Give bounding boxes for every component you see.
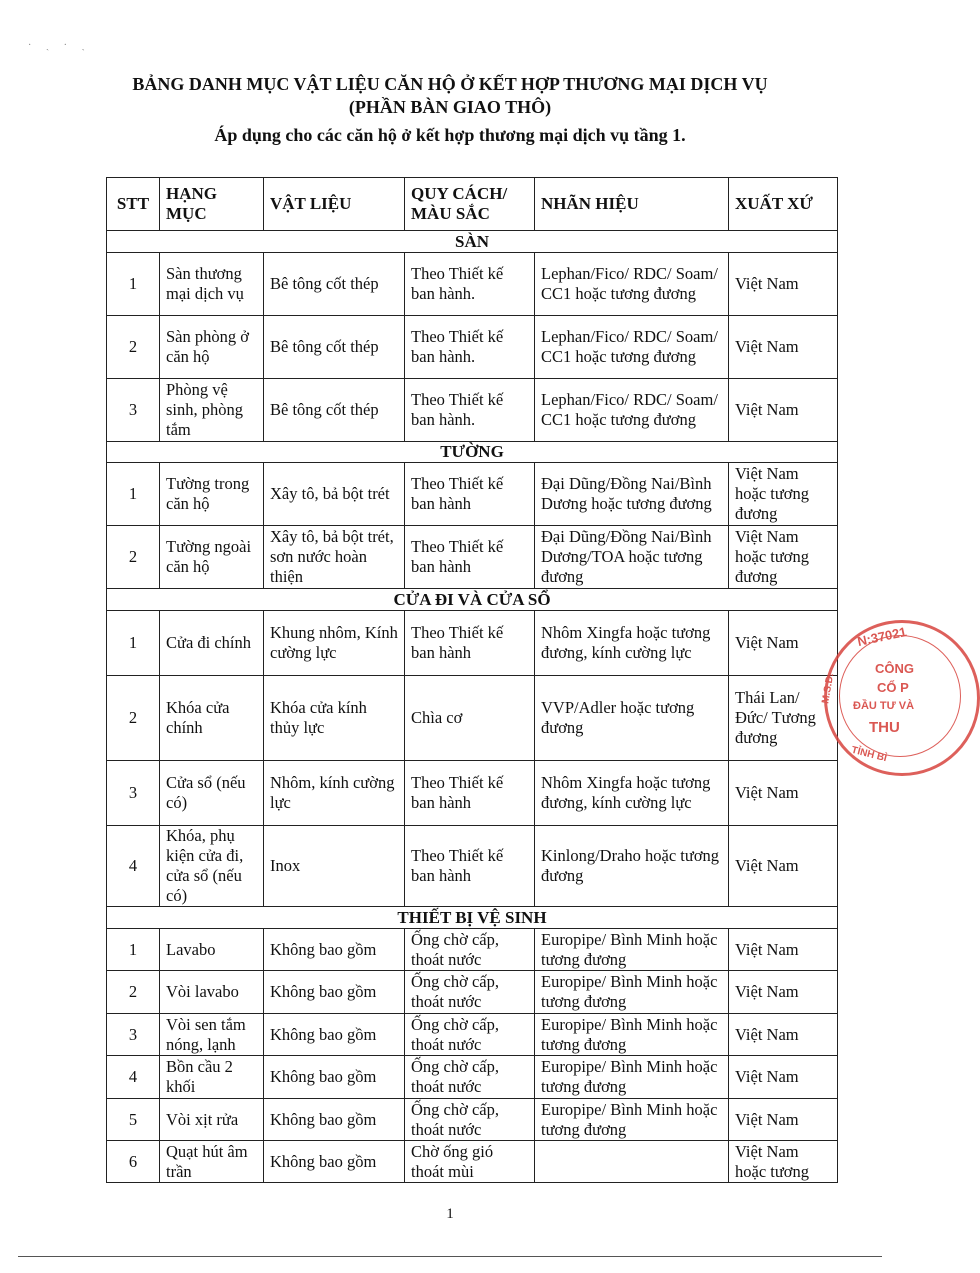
cell-stt: 6: [107, 1141, 160, 1183]
cell-xuat-xu: Việt Nam hoặc tương đương: [729, 526, 838, 589]
cell-xuat-xu: Việt Nam: [729, 316, 838, 379]
cell-stt: 1: [107, 253, 160, 316]
cell-hang-muc: Tường ngoài căn hộ: [160, 526, 264, 589]
cell-hang-muc: Cửa sổ (nếu có): [160, 761, 264, 826]
cell-xuat-xu: Việt Nam: [729, 826, 838, 907]
header-hang-muc: HẠNG MỤC: [160, 178, 264, 231]
cell-quy-cach: Theo Thiết kế ban hành.: [405, 253, 535, 316]
header-vat-lieu: VẬT LIỆU: [264, 178, 405, 231]
cell-xuat-xu: Việt Nam: [729, 1014, 838, 1056]
cell-stt: 5: [107, 1099, 160, 1141]
document-subtitle: (PHẦN BÀN GIAO THÔ): [348, 97, 552, 117]
seal-text: ĐẦU TƯ VÀ: [853, 700, 915, 712]
cell-nhan-hieu: Lephan/Fico/ RDC/ Soam/ CC1 hoặc tương đương: [535, 316, 729, 379]
cell-xuat-xu: Thái Lan/Đức/ Tương đương: [729, 676, 838, 761]
table-row: [107, 611, 838, 676]
document-scope: Áp dụng cho các căn hộ ở kết hợp thương mại dịch vụ tầng 1.: [214, 125, 686, 145]
cell-hang-muc: Vòi xịt rửa: [160, 1099, 264, 1141]
scan-marks: · ˏ · ˎ: [28, 40, 91, 51]
seal-text: CỔ P: [877, 680, 909, 695]
cell-nhan-hieu: Đại Dũng/Đồng Nai/Bình Dương/TOA hoặc tương đương: [535, 526, 729, 589]
cell-vat-lieu: Không bao gồm: [264, 1056, 405, 1099]
cell-hang-muc: Sàn phòng ở căn hộ: [160, 316, 264, 379]
table-row: [107, 1014, 838, 1056]
cell-hang-muc: Phòng vệ sinh, phòng tắm: [160, 379, 264, 442]
cell-vat-lieu: Khung nhôm, Kính cường lực: [264, 611, 405, 676]
table-body: [107, 231, 838, 1183]
cell-vat-lieu: Nhôm, kính cường lực: [264, 761, 405, 826]
cell-hang-muc: Khóa cửa chính: [160, 676, 264, 761]
seal-text: N:37021: [855, 623, 908, 650]
cell-vat-lieu: Bê tông cốt thép: [264, 379, 405, 442]
cell-stt: 4: [107, 1056, 160, 1099]
cell-quy-cach: Ống chờ cấp, thoát nước: [405, 971, 535, 1014]
document-title: BẢNG DANH MỤC VẬT LIỆU CĂN HỘ Ở KẾT HỢP THƯƠNG MẠI DỊCH VỤ: [132, 74, 768, 94]
section-row: [107, 907, 838, 929]
cell-vat-lieu: Bê tông cốt thép: [264, 253, 405, 316]
cell-quy-cach: Theo Thiết kế ban hành: [405, 526, 535, 589]
section-row: [107, 231, 838, 253]
table-row: [107, 676, 838, 761]
section-row: [107, 589, 838, 611]
cell-nhan-hieu: VVP/Adler hoặc tương đương: [535, 676, 729, 761]
cell-quy-cach: Ống chờ cấp, thoát nước: [405, 1056, 535, 1099]
cell-xuat-xu: Việt Nam: [729, 253, 838, 316]
section-row: [107, 442, 838, 463]
cell-hang-muc: Bồn cầu 2 khối: [160, 1056, 264, 1099]
cell-nhan-hieu: Europipe/ Bình Minh hoặc tương đương: [535, 971, 729, 1014]
cell-vat-lieu: Xây tô, bả bột trét: [264, 463, 405, 526]
cell-stt: 1: [107, 463, 160, 526]
cell-xuat-xu: Việt Nam: [729, 1056, 838, 1099]
cell-nhan-hieu: Europipe/ Bình Minh hoặc tương đương: [535, 1056, 729, 1099]
bottom-divider: [18, 1256, 882, 1257]
cell-nhan-hieu: Europipe/ Bình Minh hoặc tương đương: [535, 1099, 729, 1141]
cell-stt: 3: [107, 761, 160, 826]
cell-stt: 3: [107, 1014, 160, 1056]
cell-stt: 2: [107, 316, 160, 379]
seal-text: THU: [869, 719, 900, 736]
cell-vat-lieu: Không bao gồm: [264, 1099, 405, 1141]
cell-quy-cach: Theo Thiết kế ban hành.: [405, 316, 535, 379]
table-row: [107, 463, 838, 526]
seal-text: M.S.D.: [820, 672, 837, 705]
cell-nhan-hieu: Kinlong/Draho hoặc tương đương: [535, 826, 729, 907]
cell-stt: 1: [107, 611, 160, 676]
cell-hang-muc: Vòi sen tắm nóng, lạnh: [160, 1014, 264, 1056]
cell-xuat-xu: Việt Nam: [729, 379, 838, 442]
cell-hang-muc: Sàn thương mại dịch vụ: [160, 253, 264, 316]
header-row: [107, 178, 838, 231]
cell-nhan-hieu: Nhôm Xingfa hoặc tương đương, kính cường lực: [535, 761, 729, 826]
table-row: [107, 826, 838, 907]
cell-quy-cach: Chờ ống gió thoát mùi: [405, 1141, 535, 1183]
table-row: [107, 526, 838, 589]
cell-hang-muc: Lavabo: [160, 929, 264, 971]
cell-nhan-hieu: Lephan/Fico/ RDC/ Soam/ CC1 hoặc tương đương: [535, 253, 729, 316]
cell-quy-cach: Theo Thiết kế ban hành: [405, 826, 535, 907]
cell-quy-cach: Ống chờ cấp, thoát nước: [405, 929, 535, 971]
seal-text: TỈNH BÌ: [850, 744, 888, 765]
cell-xuat-xu: Việt Nam: [729, 929, 838, 971]
cell-hang-muc: Quạt hút âm trần: [160, 1141, 264, 1183]
page-number: 1: [446, 1206, 454, 1222]
cell-quy-cach: Theo Thiết kế ban hành: [405, 611, 535, 676]
table-row: [107, 1141, 838, 1183]
cell-vat-lieu: Bê tông cốt thép: [264, 316, 405, 379]
cell-hang-muc: Vòi lavabo: [160, 971, 264, 1014]
cell-nhan-hieu: [535, 1141, 729, 1183]
table-row: [107, 971, 838, 1014]
cell-xuat-xu: Việt Nam hoặc tương đương: [729, 463, 838, 526]
cell-vat-lieu: Không bao gồm: [264, 929, 405, 971]
cell-stt: 2: [107, 676, 160, 761]
cell-nhan-hieu: Europipe/ Bình Minh hoặc tương đương: [535, 929, 729, 971]
cell-xuat-xu: Việt Nam: [729, 611, 838, 676]
table-row: [107, 316, 838, 379]
table-row: [107, 929, 838, 971]
cell-quy-cach: Chìa cơ: [405, 676, 535, 761]
company-seal: [820, 620, 980, 776]
cell-vat-lieu: Không bao gồm: [264, 1141, 405, 1183]
section-title: SÀN: [107, 231, 838, 253]
table-row: [107, 253, 838, 316]
cell-vat-lieu: Không bao gồm: [264, 1014, 405, 1056]
cell-vat-lieu: Inox: [264, 826, 405, 907]
cell-stt: 4: [107, 826, 160, 907]
seal-text: CÔNG: [875, 661, 914, 676]
cell-quy-cach: Theo Thiết kế ban hành: [405, 463, 535, 526]
header-xuat-xu: XUẤT XỨ: [729, 178, 838, 231]
cell-xuat-xu: Việt Nam: [729, 1099, 838, 1141]
header-quy-cach: QUY CÁCH/ MÀU SẮC: [405, 178, 535, 231]
cell-stt: 3: [107, 379, 160, 442]
table-row: [107, 1099, 838, 1141]
header-nhan-hieu: NHÃN HIỆU: [535, 178, 729, 231]
cell-vat-lieu: Xây tô, bả bột trét, sơn nước hoàn thiện: [264, 526, 405, 589]
section-title: TƯỜNG: [107, 442, 838, 463]
cell-quy-cach: Ống chờ cấp, thoát nước: [405, 1099, 535, 1141]
cell-xuat-xu: Việt Nam: [729, 971, 838, 1014]
cell-xuat-xu: Việt Nam hoặc tương: [729, 1141, 838, 1183]
section-title: CỬA ĐI VÀ CỬA SỔ: [107, 589, 838, 611]
cell-stt: 1: [107, 929, 160, 971]
materials-table: [106, 177, 838, 1183]
cell-vat-lieu: Không bao gồm: [264, 971, 405, 1014]
cell-nhan-hieu: Đại Dũng/Đồng Nai/Bình Dương hoặc tương đương: [535, 463, 729, 526]
table-row: [107, 1056, 838, 1099]
cell-quy-cach: Ống chờ cấp, thoát nước: [405, 1014, 535, 1056]
section-title: THIẾT BỊ VỆ SINH: [107, 907, 838, 929]
cell-hang-muc: Khóa, phụ kiện cửa đi, cửa sổ (nếu có): [160, 826, 264, 907]
cell-nhan-hieu: Nhôm Xingfa hoặc tương đương, kính cường lực: [535, 611, 729, 676]
cell-vat-lieu: Khóa cửa kính thủy lực: [264, 676, 405, 761]
cell-stt: 2: [107, 971, 160, 1014]
cell-quy-cach: Theo Thiết kế ban hành.: [405, 379, 535, 442]
cell-stt: 2: [107, 526, 160, 589]
cell-hang-muc: Tường trong căn hộ: [160, 463, 264, 526]
cell-nhan-hieu: Lephan/Fico/ RDC/ Soam/ CC1 hoặc tương đương: [535, 379, 729, 442]
cell-hang-muc: Cửa đi chính: [160, 611, 264, 676]
table-row: [107, 379, 838, 442]
seal-inner-ring: [839, 635, 961, 757]
header-stt: STT: [107, 178, 160, 231]
cell-nhan-hieu: Europipe/ Bình Minh hoặc tương đương: [535, 1014, 729, 1056]
cell-quy-cach: Theo Thiết kế ban hành: [405, 761, 535, 826]
table-row: [107, 761, 838, 826]
cell-xuat-xu: Việt Nam: [729, 761, 838, 826]
